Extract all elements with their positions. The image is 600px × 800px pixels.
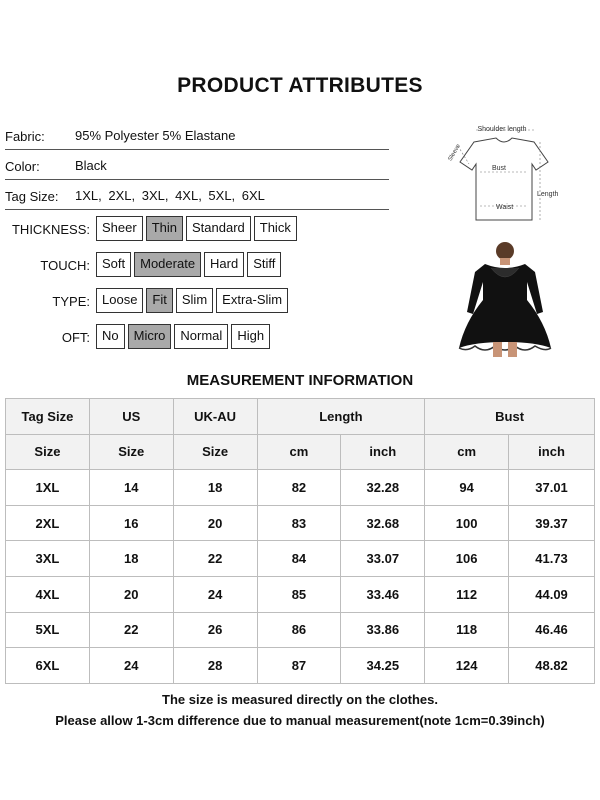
oft-options	[96, 324, 270, 349]
cell: 94	[425, 470, 509, 506]
cell: 3XL	[6, 541, 90, 577]
option-no[interactable]: No	[96, 324, 125, 349]
header-cell: Tag Size	[6, 399, 90, 435]
attr-label: Tag Size:	[5, 189, 59, 204]
option-thick[interactable]: Thick	[254, 216, 297, 241]
product-photo	[455, 242, 555, 357]
header-cell: Size	[89, 434, 173, 470]
cell: 86	[257, 612, 341, 648]
header-cell: US	[89, 399, 173, 435]
attr-label: Color:	[5, 159, 40, 174]
table-row	[6, 612, 595, 648]
option-row-thickness	[0, 216, 90, 242]
header-cell: UK-AU	[173, 399, 257, 435]
cell: 106	[425, 541, 509, 577]
option-row-oft	[0, 324, 90, 350]
cell: 14	[89, 470, 173, 506]
option-extra-slim[interactable]: Extra-Slim	[216, 288, 288, 313]
attr-label: Fabric:	[5, 129, 45, 144]
cell: 20	[173, 505, 257, 541]
cell: 2XL	[6, 505, 90, 541]
option-normal[interactable]: Normal	[174, 324, 228, 349]
table-row	[6, 470, 595, 506]
header-cell: Size	[6, 434, 90, 470]
cell: 6XL	[6, 648, 90, 684]
cell: 48.82	[509, 648, 595, 684]
cell: 39.37	[509, 505, 595, 541]
cell: 33.07	[341, 541, 425, 577]
cell: 112	[425, 576, 509, 612]
cell: 33.86	[341, 612, 425, 648]
cell: 32.28	[341, 470, 425, 506]
measurement-title: MEASUREMENT INFORMATION	[186, 372, 414, 389]
cell: 100	[425, 505, 509, 541]
thickness-options	[96, 216, 297, 241]
header-cell: Bust	[425, 399, 595, 435]
cell: 124	[425, 648, 509, 684]
attr-value: 95% Polyester 5% Elastane	[75, 128, 236, 143]
attr-fabric	[5, 123, 389, 150]
attr-value: Black	[75, 158, 107, 173]
cell: 24	[173, 576, 257, 612]
table-subheader-row	[6, 434, 595, 470]
option-moderate[interactable]: Moderate	[134, 252, 201, 277]
note-measured: The size is measured directly on the clothes.	[162, 692, 438, 707]
note-tolerance: Please allow 1-3cm difference due to manual measurement(note 1cm=0.39inch)	[55, 713, 545, 728]
table-row	[6, 576, 595, 612]
cell: 22	[173, 541, 257, 577]
option-row-touch	[0, 252, 90, 278]
page-title: PRODUCT ATTRIBUTES	[177, 74, 423, 97]
cell: 83	[257, 505, 341, 541]
cell: 84	[257, 541, 341, 577]
header-cell: inch	[509, 434, 595, 470]
header-cell: Size	[173, 434, 257, 470]
attr-tag-size	[5, 183, 389, 210]
option-hard[interactable]: Hard	[204, 252, 244, 277]
option-label: TOUCH:	[40, 258, 90, 273]
label-bust: Bust	[492, 165, 507, 172]
option-sheer[interactable]: Sheer	[96, 216, 143, 241]
cell: 1XL	[6, 470, 90, 506]
option-stiff[interactable]: Stiff	[247, 252, 281, 277]
cell: 34.25	[341, 648, 425, 684]
option-label: THICKNESS:	[11, 222, 90, 237]
table-header-row	[6, 399, 595, 435]
cell: 28	[173, 648, 257, 684]
option-standard[interactable]: Standard	[186, 216, 251, 241]
cell: 118	[425, 612, 509, 648]
cell: 82	[257, 470, 341, 506]
cell: 18	[89, 541, 173, 577]
touch-options	[96, 252, 281, 277]
option-label: OFT:	[61, 330, 90, 345]
cell: 5XL	[6, 612, 90, 648]
cell: 20	[89, 576, 173, 612]
cell: 24	[89, 648, 173, 684]
cell: 16	[89, 505, 173, 541]
cell: 87	[257, 648, 341, 684]
cell: 32.68	[341, 505, 425, 541]
tshirt-measure-diagram	[436, 120, 561, 230]
option-micro[interactable]: Micro	[128, 324, 172, 349]
cell: 44.09	[509, 576, 595, 612]
cell: 33.46	[341, 576, 425, 612]
cell: 22	[89, 612, 173, 648]
option-high[interactable]: High	[231, 324, 270, 349]
option-fit[interactable]: Fit	[146, 288, 172, 313]
option-soft[interactable]: Soft	[96, 252, 131, 277]
cell: 85	[257, 576, 341, 612]
type-options	[96, 288, 288, 313]
cell: 37.01	[509, 470, 595, 506]
header-cell: inch	[341, 434, 425, 470]
label-sleeve: Sleeve	[447, 143, 462, 163]
header-cell: cm	[257, 434, 341, 470]
header-cell: cm	[425, 434, 509, 470]
attr-value: 1XL, 2XL, 3XL, 4XL, 5XL, 6XL	[75, 188, 265, 203]
label-length: Length	[537, 191, 559, 198]
label-waist: Waist	[496, 204, 514, 211]
cell: 18	[173, 470, 257, 506]
measurement-table	[5, 398, 595, 684]
table-row	[6, 648, 595, 684]
option-slim[interactable]: Slim	[176, 288, 213, 313]
option-loose[interactable]: Loose	[96, 288, 143, 313]
table-row	[6, 505, 595, 541]
cell: 4XL	[6, 576, 90, 612]
cell: 41.73	[509, 541, 595, 577]
label-shoulder: Shoulder length	[477, 126, 527, 133]
table-row	[6, 541, 595, 577]
option-label: TYPE:	[52, 294, 90, 309]
cell: 26	[173, 612, 257, 648]
attr-color	[5, 153, 389, 180]
option-thin[interactable]: Thin	[146, 216, 183, 241]
header-cell: Length	[257, 399, 425, 435]
cell: 46.46	[509, 612, 595, 648]
option-row-type	[0, 288, 90, 314]
